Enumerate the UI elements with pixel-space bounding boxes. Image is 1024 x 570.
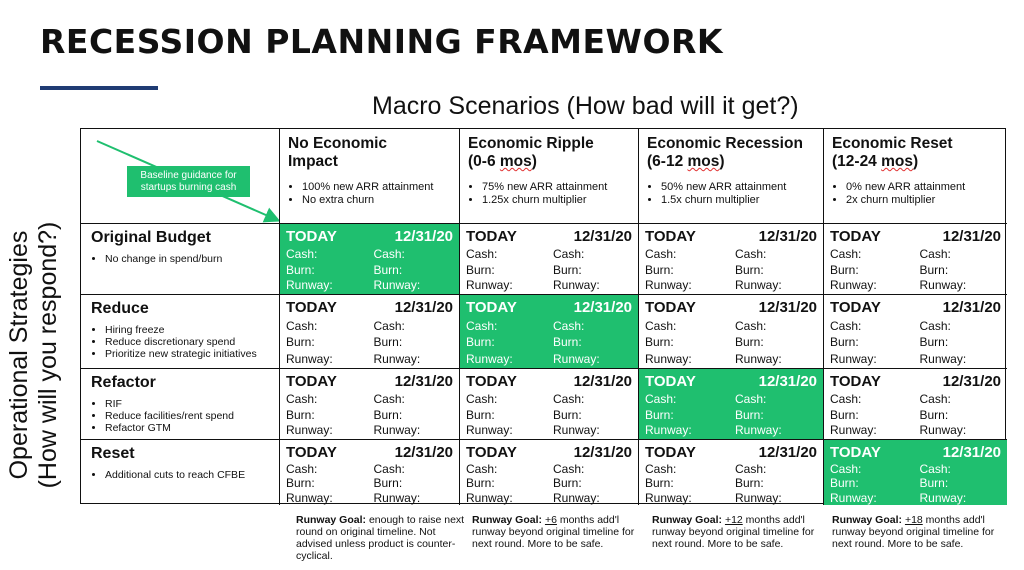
column-bullet: • 1.5x churn multiplier — [661, 194, 815, 207]
cash-label: Cash: — [919, 246, 951, 261]
runway-label: Runway: — [645, 423, 692, 438]
side-label-line1: Operational Strategies — [5, 230, 33, 480]
today-label: TODAY — [466, 373, 517, 390]
column-bullets — [647, 181, 815, 207]
runway-label: Runway: — [286, 490, 333, 505]
column-bullets — [288, 181, 451, 207]
cash-label: Cash: — [286, 246, 318, 261]
row-title: Original Budget — [91, 229, 211, 246]
today-label: TODAY — [830, 373, 881, 390]
cash-label: Cash: — [466, 461, 498, 476]
row-bullets — [91, 398, 269, 434]
runway-label: Runway: — [373, 351, 421, 366]
col-title-line2: (0-6 — [468, 153, 500, 170]
today-label: TODAY — [286, 373, 337, 390]
col-title-mos: mos — [687, 153, 720, 170]
today-label: TODAY — [645, 373, 696, 390]
scenario-cell-reduce-no-economic-impact — [280, 295, 460, 369]
row-title: Reset — [91, 445, 135, 462]
cash-label: Cash: — [830, 461, 862, 476]
col-title-mos: mos — [499, 153, 532, 170]
burn-label: Burn: — [373, 335, 403, 349]
row-bullet: • Refactor GTM — [105, 422, 269, 434]
scenario-cell-reduce-economic-recession — [639, 295, 824, 369]
runway-goal-text: months add'l runway beyond original timeline for next round. More to be safe. — [832, 514, 995, 550]
today-label: TODAY — [645, 444, 696, 461]
runway-label: Runway: — [373, 423, 421, 438]
column-bullet: • 0% new ARR attainment — [846, 181, 999, 194]
burn-label: Burn: — [373, 476, 403, 490]
column-header-no-economic-impact — [280, 129, 460, 224]
runway-label: Runway: — [466, 351, 513, 366]
runway-label: Runway: — [919, 278, 967, 293]
date-label: 12/31/20 — [573, 373, 632, 390]
runway-goal-label: Runway Goal: — [296, 514, 367, 526]
runway-label: Runway: — [645, 278, 692, 293]
cash-label: Cash: — [286, 461, 318, 476]
runway-label: Runway: — [373, 278, 421, 293]
date-label: 12/31/20 — [394, 228, 453, 245]
runway-label: Runway: — [919, 423, 967, 438]
row-header-original-budget — [81, 224, 280, 295]
runway-label: Runway: — [553, 278, 600, 293]
row-bullet: • Prioritize new strategic initiatives — [105, 348, 269, 360]
column-bullets — [468, 181, 630, 207]
column-bullet: • 1.25x churn multiplier — [482, 194, 630, 207]
cash-label: Cash: — [645, 461, 677, 476]
burn-label: Burn: — [735, 335, 764, 349]
burn-label: Burn: — [373, 262, 403, 277]
runway-label: Runway: — [830, 351, 877, 366]
col-title-line1: Economic Ripple — [468, 135, 594, 152]
today-label: TODAY — [466, 444, 517, 461]
runway-goal-label: Runway Goal: — [652, 514, 723, 526]
scenario-cell-reset-no-economic-impact — [280, 440, 460, 505]
runway-goal-value: +12 — [724, 514, 743, 526]
runway-label: Runway: — [286, 278, 333, 293]
row-bullets — [91, 469, 269, 481]
col-title-line1: Economic Recession — [647, 135, 803, 152]
today-label: TODAY — [286, 228, 337, 245]
date-label: 12/31/20 — [573, 299, 632, 316]
burn-label: Burn: — [735, 476, 764, 490]
burn-label: Burn: — [466, 262, 495, 277]
runway-label: Runway: — [735, 423, 782, 438]
column-bullets — [832, 181, 999, 207]
burn-label: Burn: — [830, 262, 859, 277]
today-label: TODAY — [830, 299, 881, 316]
cash-label: Cash: — [373, 318, 405, 333]
cash-label: Cash: — [373, 246, 405, 261]
today-label: TODAY — [645, 228, 696, 245]
row-bullets — [91, 324, 269, 360]
scenario-cell-reset-economic-ripple — [460, 440, 639, 505]
side-label-line2: (How will you respond?) — [34, 221, 62, 489]
burn-label: Burn: — [466, 476, 495, 490]
row-header-reduce — [81, 295, 280, 369]
scenario-cell-refactor-economic-ripple — [460, 369, 639, 440]
today-label: TODAY — [466, 228, 517, 245]
scenario-cell-original-budget-economic-recession — [639, 224, 824, 295]
scenario-cell-reduce-economic-ripple — [460, 295, 639, 369]
runway-goal-text: enough to raise next round on original timeline. Not advised unless product is counter-cyclical. — [296, 514, 465, 562]
runway-label: Runway: — [286, 423, 333, 438]
date-label: 12/31/20 — [573, 444, 632, 461]
corner-cell — [81, 129, 280, 224]
runway-label: Runway: — [466, 278, 513, 293]
burn-label: Burn: — [553, 335, 582, 349]
cash-label: Cash: — [466, 246, 498, 261]
scenario-cell-refactor-economic-recession — [639, 369, 824, 440]
burn-label: Burn: — [919, 476, 949, 490]
cash-label: Cash: — [830, 318, 862, 333]
date-label: 12/31/20 — [942, 299, 1001, 316]
runway-label: Runway: — [735, 278, 782, 293]
macro-scenarios-heading: Macro Scenarios (How bad will it get?) — [372, 92, 799, 120]
scenario-cell-refactor-no-economic-impact — [280, 369, 460, 440]
today-label: TODAY — [286, 444, 337, 461]
runway-label: Runway: — [735, 490, 782, 505]
cash-label: Cash: — [919, 318, 951, 333]
date-label: 12/31/20 — [758, 444, 817, 461]
date-label: 12/31/20 — [394, 299, 453, 316]
row-bullet: • No change in spend/burn — [105, 253, 269, 265]
today-label: TODAY — [830, 228, 881, 245]
runway-label: Runway: — [286, 351, 333, 366]
row-bullets — [91, 253, 269, 265]
date-label: 12/31/20 — [942, 228, 1001, 245]
burn-label: Burn: — [286, 335, 315, 349]
burn-label: Burn: — [645, 476, 674, 490]
burn-label: Burn: — [553, 407, 582, 422]
baseline-guidance-callout: Baseline guidance for startups burning cash — [127, 166, 250, 197]
scenario-cell-refactor-economic-reset — [824, 369, 1007, 440]
burn-label: Burn: — [645, 335, 674, 349]
date-label: 12/31/20 — [758, 299, 817, 316]
cash-label: Cash: — [735, 318, 767, 333]
cash-label: Cash: — [373, 461, 405, 476]
burn-label: Burn: — [373, 407, 403, 422]
column-title — [647, 135, 815, 171]
burn-label: Burn: — [645, 262, 674, 277]
page-title: RECESSION PLANNING FRAMEWORK — [40, 22, 723, 61]
runway-goal-value: +6 — [544, 514, 557, 526]
column-bullet: • 100% new ARR attainment — [302, 181, 451, 194]
today-label: TODAY — [466, 299, 517, 316]
runway-label: Runway: — [645, 490, 692, 505]
col-title-line2: (12-24 — [832, 153, 882, 170]
row-bullet: • Reduce facilities/rent spend — [105, 410, 269, 422]
burn-label: Burn: — [645, 407, 674, 422]
runway-goal-economic-reset — [832, 514, 1002, 550]
scenario-cell-original-budget-economic-ripple — [460, 224, 639, 295]
date-label: 12/31/20 — [758, 228, 817, 245]
scenario-cell-original-budget-no-economic-impact — [280, 224, 460, 295]
scenario-cell-reduce-economic-reset — [824, 295, 1007, 369]
burn-label: Burn: — [553, 262, 582, 277]
burn-label: Burn: — [830, 476, 859, 490]
burn-label: Burn: — [286, 407, 315, 422]
date-label: 12/31/20 — [758, 373, 817, 390]
burn-label: Burn: — [830, 335, 859, 349]
scenario-cell-reset-economic-recession — [639, 440, 824, 505]
row-title: Refactor — [91, 374, 156, 391]
col-title-end: ) — [719, 153, 725, 170]
column-title — [288, 135, 451, 171]
burn-label: Burn: — [466, 335, 495, 349]
scenario-cell-original-budget-economic-reset — [824, 224, 1007, 295]
cash-label: Cash: — [553, 461, 585, 476]
cash-label: Cash: — [919, 391, 951, 406]
burn-label: Burn: — [553, 476, 582, 490]
scenario-cell-reset-economic-reset — [824, 440, 1007, 505]
burn-label: Burn: — [735, 262, 764, 277]
cash-label: Cash: — [645, 391, 677, 406]
col-title-end: ) — [531, 153, 537, 170]
column-header-economic-reset — [824, 129, 1007, 224]
runway-label: Runway: — [919, 490, 967, 505]
today-label: TODAY — [645, 299, 696, 316]
runway-label: Runway: — [735, 351, 782, 366]
runway-goal-text: months add'l runway beyond original timeline for next round. More to be safe. — [472, 514, 635, 550]
date-label: 12/31/20 — [942, 373, 1001, 390]
row-bullet: • Hiring freeze — [105, 324, 269, 336]
cash-label: Cash: — [645, 318, 677, 333]
row-bullet: • Reduce discretionary spend — [105, 336, 269, 348]
runway-label: Runway: — [919, 351, 967, 366]
cash-label: Cash: — [553, 391, 585, 406]
column-bullet: • 50% new ARR attainment — [661, 181, 815, 194]
cash-label: Cash: — [286, 318, 318, 333]
today-label: TODAY — [286, 299, 337, 316]
runway-label: Runway: — [645, 351, 692, 366]
burn-label: Burn: — [919, 335, 949, 349]
cash-label: Cash: — [286, 391, 318, 406]
operational-strategies-label — [5, 210, 63, 500]
cash-label: Cash: — [466, 318, 498, 333]
runway-goal-label: Runway Goal: — [832, 514, 903, 526]
cash-label: Cash: — [830, 246, 862, 261]
framework-table — [80, 128, 1006, 504]
column-title — [468, 135, 630, 171]
col-title-line2: Impact — [288, 153, 338, 170]
cash-label: Cash: — [919, 461, 951, 476]
runway-label: Runway: — [466, 490, 513, 505]
col-title-line1: Economic Reset — [832, 135, 953, 152]
column-bullet: • 2x churn multiplier — [846, 194, 999, 207]
row-header-refactor — [81, 369, 280, 440]
date-label: 12/31/20 — [573, 228, 632, 245]
row-bullet: • Additional cuts to reach CFBE — [105, 469, 269, 481]
cash-label: Cash: — [553, 318, 585, 333]
runway-label: Runway: — [830, 490, 877, 505]
burn-label: Burn: — [466, 407, 495, 422]
row-title: Reduce — [91, 300, 149, 317]
runway-goal-no-economic-impact — [296, 514, 466, 562]
date-label: 12/31/20 — [394, 373, 453, 390]
date-label: 12/31/20 — [942, 444, 1001, 461]
cash-label: Cash: — [830, 391, 862, 406]
column-header-economic-ripple — [460, 129, 639, 224]
burn-label: Burn: — [919, 407, 949, 422]
runway-label: Runway: — [553, 351, 600, 366]
column-title — [832, 135, 999, 171]
runway-goal-value: +18 — [904, 514, 923, 526]
runway-goal-text: months add'l runway beyond original timeline for next round. More to be safe. — [652, 514, 815, 550]
burn-label: Burn: — [286, 262, 315, 277]
col-title-end: ) — [913, 153, 919, 170]
cash-label: Cash: — [735, 246, 767, 261]
cash-label: Cash: — [645, 246, 677, 261]
burn-label: Burn: — [735, 407, 764, 422]
burn-label: Burn: — [830, 407, 859, 422]
runway-label: Runway: — [553, 423, 600, 438]
runway-goal-economic-ripple — [472, 514, 642, 550]
cash-label: Cash: — [735, 461, 767, 476]
cash-label: Cash: — [466, 391, 498, 406]
runway-label: Runway: — [373, 490, 421, 505]
runway-label: Runway: — [830, 278, 877, 293]
col-title-line1: No Economic — [288, 135, 388, 152]
runway-goal-label: Runway Goal: — [472, 514, 543, 526]
row-bullet: • RIF — [105, 398, 269, 410]
cash-label: Cash: — [373, 391, 405, 406]
row-header-reset — [81, 440, 280, 505]
cash-label: Cash: — [553, 246, 585, 261]
burn-label: Burn: — [919, 262, 949, 277]
runway-label: Runway: — [466, 423, 513, 438]
column-bullet: • No extra churn — [302, 194, 451, 207]
column-header-economic-recession — [639, 129, 824, 224]
title-underline — [40, 86, 158, 90]
runway-goal-economic-recession — [652, 514, 822, 550]
burn-label: Burn: — [286, 476, 315, 490]
today-label: TODAY — [830, 444, 881, 461]
runway-label: Runway: — [830, 423, 877, 438]
col-title-line2: (6-12 — [647, 153, 688, 170]
cash-label: Cash: — [735, 391, 767, 406]
column-bullet: • 75% new ARR attainment — [482, 181, 630, 194]
runway-label: Runway: — [553, 490, 600, 505]
col-title-mos: mos — [881, 153, 913, 170]
date-label: 12/31/20 — [394, 444, 453, 461]
